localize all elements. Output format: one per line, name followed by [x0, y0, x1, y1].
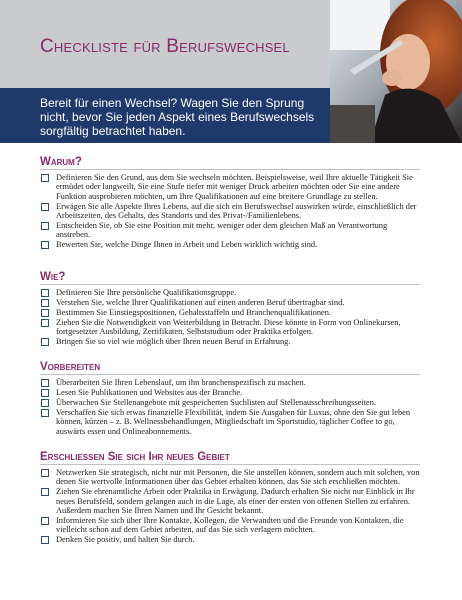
checkbox-icon[interactable]: [41, 338, 49, 346]
checklist-item[interactable]: Bewerten Sie, welche Dinge Ihnen in Arbeit und Leben wirklich wichtig sind.: [40, 240, 420, 249]
section-vorbereiten: [40, 361, 420, 436]
checkbox-icon[interactable]: [41, 409, 49, 417]
checklist-item[interactable]: Entscheiden Sie, ob Sie eine Position mit mehr, weniger oder dem gleichen Maß an Verantwortung anstreben.: [40, 221, 420, 240]
checklist-item[interactable]: Überarbeiten Sie Ihren Lebenslauf, um ihn branchenspezifisch zu machen.: [40, 378, 420, 387]
checklist-item[interactable]: Lesen Sie Publikationen und Websites aus der Branche.: [40, 388, 420, 397]
checklist-item[interactable]: Verstehen Sie, welche Ihrer Qualifikationen auf einen anderen Beruf übertragbar sind.: [40, 298, 420, 307]
checklist-item[interactable]: Überwachen Sie Stellenangebote mit gespeicherten Suchlisten auf Stellenausschreibungsseiten.: [40, 398, 420, 407]
header-photo: [330, 0, 462, 143]
checklist-item[interactable]: Netzwerken Sie strategisch, nicht nur mit Personen, die Sie anstellen können, sondern auch mit solchen, von denen Sie wertvolle Informationen über das Gebiet erhalten können, das Sie sich erschließen möchten.: [40, 468, 420, 487]
checkbox-icon[interactable]: [41, 203, 49, 211]
checklist-item[interactable]: Denken Sie positiv, und halten Sie durch.: [40, 535, 420, 544]
checklist-item[interactable]: Definieren Sie den Grund, aus dem Sie wechseln möchten. Beispielsweise, weil Ihre aktuelle Tätigkeit Sie ermüdet oder langweilt, Sie eine Stufe tiefer mit weniger Druck arbeiten möchten oder Sie eine andere Funktion ausprobieren möchten, um Ihre Qualifikationen auf eine breitere Grundlage zu stellen.: [40, 173, 420, 201]
checkbox-icon[interactable]: [41, 517, 49, 525]
checkbox-icon[interactable]: [41, 469, 49, 477]
section-title: Wie?: [40, 271, 420, 285]
checklist-item[interactable]: Erwägen Sie alle Aspekte Ihres Lebens, auf die sich ein Berufswechsel auswirken würde, einschließlich der Arbeitszeiten, des Gehalts, des Standorts und des Privat-/Familienlebens.: [40, 202, 420, 221]
checkbox-icon[interactable]: [41, 389, 49, 397]
checklist-item[interactable]: Bestimmen Sie Einstiegspositionen, Gehaltsstaffeln und Branchenqualifikationen.: [40, 308, 420, 317]
checklist-item[interactable]: Definieren Sie Ihre persönliche Qualifikationsgruppe.: [40, 288, 420, 297]
intro-text: Bereit für einen Wechsel? Wagen Sie den Sprung nicht, bevor Sie jeden Aspekt eines Berufswechsels sorgfältig betrachtet haben.: [40, 96, 315, 138]
checkbox-icon[interactable]: [41, 299, 49, 307]
section-warum: [40, 156, 420, 250]
woman-with-pen-image: [330, 0, 462, 143]
checkbox-icon[interactable]: [41, 289, 49, 297]
checklist-item[interactable]: Informieren Sie sich über Ihre Kontakte, Kollegen, die Verwandten und die Freunde von Kontakten, die vielleicht schon auf dem Gebiet arbeiten, auf das Sie sich verlagern möchten.: [40, 516, 420, 535]
checkbox-icon[interactable]: [41, 222, 49, 230]
section-title: Vorbereiten: [40, 361, 420, 375]
checkbox-icon[interactable]: [41, 241, 49, 249]
checklist-item[interactable]: Verschaffen Sie sich etwas finanzielle Flexibilität, indem Sie Ausgaben für Luxus, ohne den Sie gut leben können, kürzen – z. B. Wellnessbehandlungen, Mitgliedschaft im Sportstudio, täglicher Coffee to go, auswärts essen und Onlineabonnements.: [40, 408, 420, 436]
page-title: Checkliste für Berufswechsel: [40, 36, 290, 57]
checkbox-icon[interactable]: [41, 309, 49, 317]
checkbox-icon[interactable]: [41, 319, 49, 327]
checkbox-icon[interactable]: [41, 399, 49, 407]
section-title: Erschließen Sie sich Ihr neues Gebiet: [40, 451, 420, 465]
checkbox-icon[interactable]: [41, 174, 49, 182]
checkbox-icon[interactable]: [41, 488, 49, 496]
checklist-item[interactable]: Ziehen Sie ehrenamtliche Arbeit oder Praktika in Erwägung. Dadurch erhalten Sie nicht nur Einblick in Ihr neues Berufsfeld, sondern gelangen auch in die Lage, als einer der ersten von offenen Stellen zu erfahren. Außerdem machen Sie Ihren Namen und Ihr Gesicht bekannt.: [40, 487, 420, 515]
section-wie: [40, 271, 420, 347]
checklist-item[interactable]: Bringen Sie so viel wie möglich über Ihren neuen Beruf in Erfahrung.: [40, 337, 420, 346]
checkbox-icon[interactable]: [41, 379, 49, 387]
checkbox-icon[interactable]: [41, 536, 49, 544]
section-title: Warum?: [40, 156, 420, 170]
checklist-item[interactable]: Ziehen Sie die Notwendigkeit von Weiterbildung in Betracht. Diese könnte in Form von Onlinekursen, fortgesetzter Ausbildung, Zertifikaten, Selbststudium oder Praktika erfolgen.: [40, 318, 420, 337]
section-erschliessen: [40, 451, 420, 545]
